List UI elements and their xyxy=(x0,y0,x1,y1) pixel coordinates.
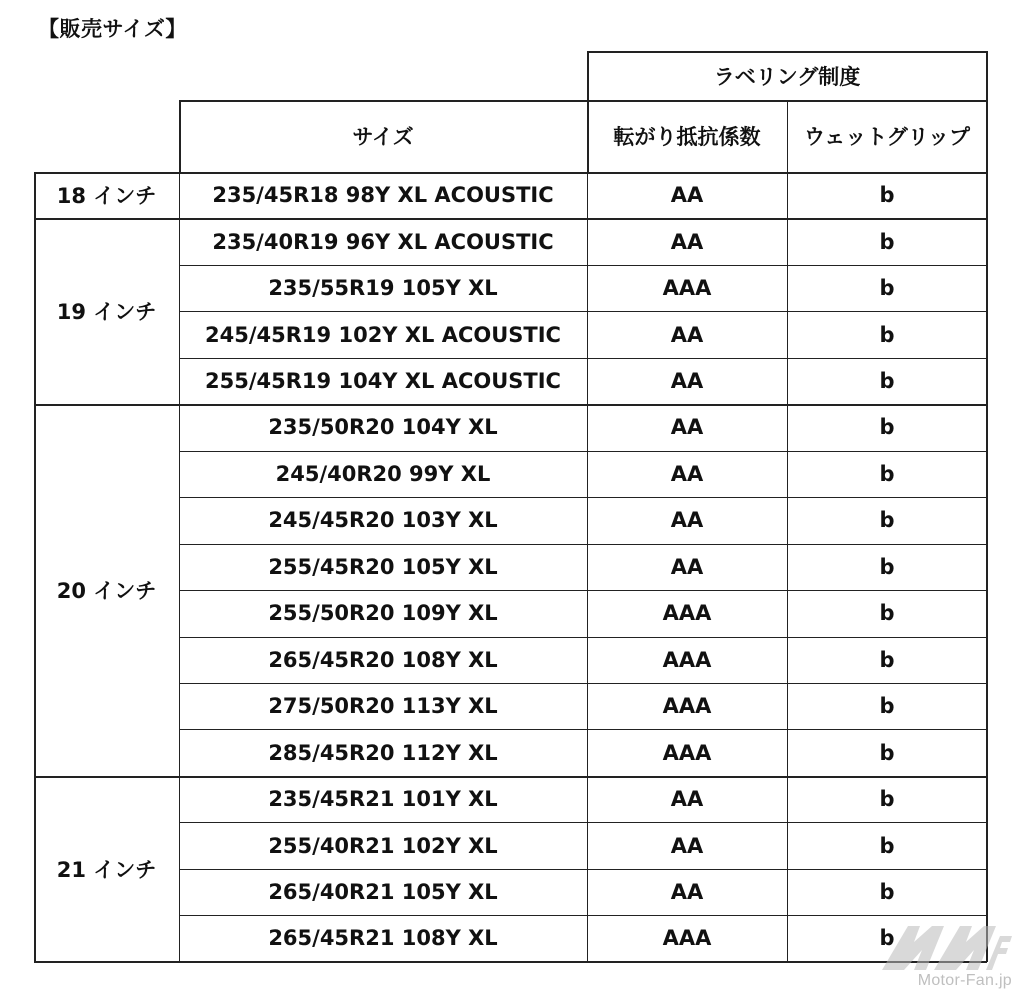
rolling-resistance-cell: AA xyxy=(670,879,704,904)
rolling-resistance-cell: AA xyxy=(670,554,704,579)
rim-size-label: 20 インチ xyxy=(56,579,157,604)
tire-size-cell: 245/45R20 103Y XL xyxy=(268,508,498,533)
table-rule xyxy=(179,172,180,962)
tire-size-cell: 265/45R20 108Y XL xyxy=(268,647,498,672)
rolling-resistance-cell: AAA xyxy=(662,740,712,765)
wet-grip-cell: b xyxy=(879,879,895,904)
tire-size-cell: 265/45R21 108Y XL xyxy=(268,926,498,951)
wet-grip-cell: b xyxy=(879,183,895,208)
rolling-resistance-cell: AA xyxy=(670,833,704,858)
tire-size-cell: 235/50R20 104Y XL xyxy=(268,415,498,440)
wet-grip-column-header: ウェットグリップ xyxy=(804,125,970,149)
tire-size-cell: 285/45R20 112Y XL xyxy=(268,740,498,765)
rolling-resistance-cell: AA xyxy=(670,415,704,440)
table-rule xyxy=(34,961,987,963)
tire-size-cell: 275/50R20 113Y XL xyxy=(268,694,498,719)
table-rule xyxy=(179,100,181,172)
tire-size-cell: 235/40R19 96Y XL ACOUSTIC xyxy=(212,229,554,254)
wet-grip-cell: b xyxy=(879,601,895,626)
table-rule xyxy=(587,100,588,962)
rolling-resistance-cell: AA xyxy=(670,461,704,486)
rolling-resistance-cell: AAA xyxy=(662,601,712,626)
rolling-resistance-cell: AAA xyxy=(662,276,712,301)
table-rule xyxy=(986,51,988,172)
watermark-text: Motor-Fan.jp xyxy=(917,972,1012,989)
rolling-resistance-cell: AAA xyxy=(662,694,712,719)
table-rule xyxy=(787,172,788,962)
page-title: 【販売サイズ】 xyxy=(38,17,187,41)
rolling-resistance-cell: AAA xyxy=(662,926,712,951)
tire-size-cell: 235/55R19 105Y XL xyxy=(268,276,498,301)
table-rule xyxy=(986,172,988,962)
rolling-resistance-cell: AA xyxy=(670,322,704,347)
rolling-resistance-column-header: 転がり抵抗係数 xyxy=(613,125,761,149)
tire-size-cell: 245/45R19 102Y XL ACOUSTIC xyxy=(205,322,561,347)
wet-grip-cell: b xyxy=(879,833,895,858)
wet-grip-cell: b xyxy=(879,926,895,951)
rolling-resistance-cell: AA xyxy=(670,369,704,394)
rim-size-label: 19 インチ xyxy=(56,300,157,325)
wet-grip-cell: b xyxy=(879,461,895,486)
rolling-resistance-cell: AA xyxy=(670,787,704,812)
rim-size-label: 21 インチ xyxy=(56,857,157,882)
rolling-resistance-cell: AA xyxy=(670,229,704,254)
wet-grip-cell: b xyxy=(879,787,895,812)
tire-size-cell: 255/50R20 109Y XL xyxy=(268,601,498,626)
size-column-header: サイズ xyxy=(352,125,414,149)
wet-grip-cell: b xyxy=(879,554,895,579)
tire-size-cell: 255/45R19 104Y XL ACOUSTIC xyxy=(205,369,561,394)
wet-grip-cell: b xyxy=(879,740,895,765)
tire-size-cell: 255/40R21 102Y XL xyxy=(268,833,498,858)
tire-size-cell: 265/40R21 105Y XL xyxy=(268,879,498,904)
table-rule xyxy=(787,100,788,172)
tire-size-cell: 245/40R20 99Y XL xyxy=(275,461,491,486)
tire-size-cell: 235/45R18 98Y XL ACOUSTIC xyxy=(212,183,554,208)
wet-grip-cell: b xyxy=(879,415,895,440)
table-rule xyxy=(587,51,987,53)
wet-grip-cell: b xyxy=(879,369,895,394)
table-rule xyxy=(34,172,36,962)
tire-size-cell: 255/45R20 105Y XL xyxy=(268,554,498,579)
table-rule xyxy=(179,100,987,102)
wet-grip-cell: b xyxy=(879,322,895,347)
labeling-system-header: ラベリング制度 xyxy=(713,64,861,89)
rolling-resistance-cell: AA xyxy=(670,183,704,208)
rim-size-label: 18 インチ xyxy=(56,184,157,209)
wet-grip-cell: b xyxy=(879,229,895,254)
tire-size-cell: 235/45R21 101Y XL xyxy=(268,787,498,812)
wet-grip-cell: b xyxy=(879,276,895,301)
rolling-resistance-cell: AAA xyxy=(662,647,712,672)
rolling-resistance-cell: AA xyxy=(670,508,704,533)
wet-grip-cell: b xyxy=(879,508,895,533)
wet-grip-cell: b xyxy=(879,647,895,672)
wet-grip-cell: b xyxy=(879,694,895,719)
